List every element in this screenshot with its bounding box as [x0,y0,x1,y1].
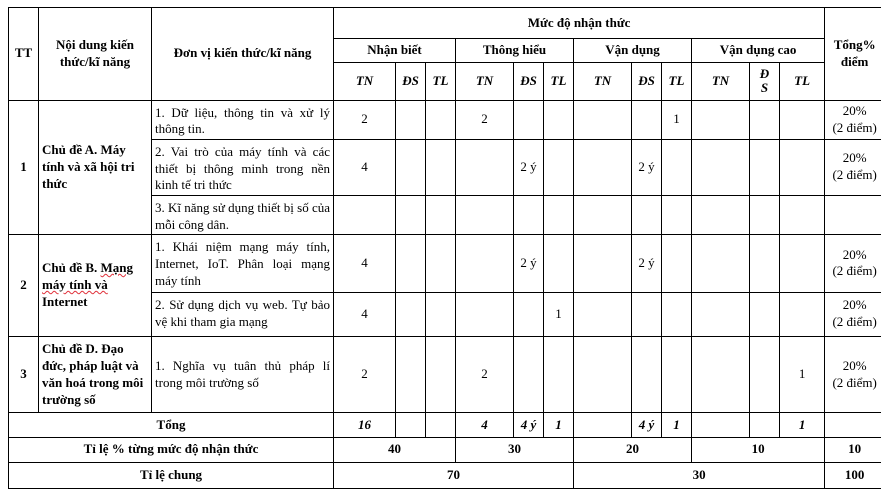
value-cell: 4 [334,235,396,292]
value-cell [456,235,514,292]
ratio-general-label: Tỉ lệ chung [9,462,334,488]
value-cell [574,196,632,235]
value-cell: 2 [334,336,396,413]
value-cell [544,235,574,292]
header-unit: Đơn vị kiến thức/kĩ năng [152,8,334,101]
value-cell [692,139,750,195]
ratio-level-value: 40 [334,437,456,462]
ratio-general-value: 70 [334,462,574,488]
header-row-1 [9,8,881,39]
value-cell [780,139,825,195]
value-cell: 2 ý [632,235,662,292]
sub-header: TL [662,63,692,100]
value-cell [692,336,750,413]
header-level: Mức độ nhận thức [334,8,825,39]
sub-header: TL [426,63,456,100]
unit-cell: 1. Nghĩa vụ tuân thủ pháp lí trong môi trường số [152,336,334,413]
value-cell [514,196,544,235]
totals-label: Tổng [9,413,334,437]
value-cell [750,336,780,413]
value-cell [780,196,825,235]
sub-header: ĐS [514,63,544,100]
ratio-level-total: 10 [825,437,881,462]
total-value [426,413,456,437]
value-cell: 2 ý [514,235,544,292]
total-value: 16 [334,413,396,437]
value-cell [574,139,632,195]
unit-cell: 2. Sử dụng dịch vụ web. Tự bảo vệ khi tham gia mạng [152,292,334,336]
sub-header: TN [456,63,514,100]
sub-header: ĐS [396,63,426,100]
ratio-level-label: Tỉ lệ % từng mức độ nhận thức [9,437,334,462]
total-value [750,413,780,437]
value-cell [780,235,825,292]
sub-header: TN [334,63,396,100]
total-cell: 20% (2 điểm) [825,235,881,292]
value-cell [514,100,544,139]
value-cell [396,196,426,235]
value-cell [456,139,514,195]
table-row [9,235,881,292]
value-cell [396,336,426,413]
table-row [9,336,881,413]
value-cell [396,100,426,139]
value-cell: 1 [662,100,692,139]
ratio-general-total: 100 [825,462,881,488]
sub-header: ĐS [632,63,662,100]
sub-header: TN [692,63,750,100]
total-value [692,413,750,437]
value-cell [692,196,750,235]
table-row [9,100,881,139]
value-cell [544,196,574,235]
ratio-level-value: 30 [456,437,574,462]
value-cell [426,336,456,413]
unit-cell: 1. Dữ liệu, thông tin và xử lý thông tin. [152,100,334,139]
assessment-matrix-table [8,7,881,489]
value-cell [692,235,750,292]
value-cell [574,235,632,292]
topic-name: Chủ đề B. Mạng máy tính và Internet [39,235,152,337]
header-total: Tổng% điểm [825,8,881,101]
value-cell [662,292,692,336]
value-cell [574,100,632,139]
topic-number: 3 [9,336,39,413]
value-cell [662,139,692,195]
value-cell [632,196,662,235]
value-cell [544,100,574,139]
value-cell [692,100,750,139]
value-cell [544,139,574,195]
sub-header: Đ S [750,63,780,100]
value-cell [692,292,750,336]
total-value [396,413,426,437]
sub-header: TN [574,63,632,100]
ratio-level-row [9,437,881,462]
unit-cell: 1. Khái niệm mạng máy tính, Internet, IoT. Phân loại mạng máy tính [152,235,334,292]
header-content: Nội dung kiến thức/kĩ năng [39,8,152,101]
totals-row [9,413,881,437]
group-application: Vận dụng [574,39,692,63]
value-cell [334,196,396,235]
value-cell [780,100,825,139]
value-cell [396,235,426,292]
value-cell [544,336,574,413]
group-recognition: Nhận biết [334,39,456,63]
total-cell [825,196,881,235]
header-tt: TT [9,8,39,101]
value-cell: 1 [544,292,574,336]
value-cell [750,196,780,235]
value-cell [750,100,780,139]
sub-header: TL [544,63,574,100]
value-cell [574,292,632,336]
value-cell: 1 [780,336,825,413]
group-high-application: Vận dụng cao [692,39,825,63]
unit-cell: 2. Vai trò của máy tính và các thiết bị thông minh trong nền kinh tế tri thức [152,139,334,195]
value-cell [662,196,692,235]
total-value: 4 ý [514,413,544,437]
value-cell [750,235,780,292]
ratio-level-value: 20 [574,437,692,462]
value-cell [396,139,426,195]
value-cell [456,292,514,336]
group-understanding: Thông hiểu [456,39,574,63]
sub-header: TL [780,63,825,100]
topic-number: 2 [9,235,39,337]
totals-total [825,413,881,437]
topic-name: Chủ đề D. Đạo đức, pháp luật và văn hoá trong môi trường số [39,336,152,413]
value-cell [514,336,544,413]
value-cell [426,196,456,235]
value-cell: 2 [334,100,396,139]
unit-cell: 3. Kĩ năng sử dụng thiết bị số của mỗi công dân. [152,196,334,235]
value-cell [426,139,456,195]
value-cell: 2 ý [514,139,544,195]
value-cell [574,336,632,413]
value-cell: 2 ý [632,139,662,195]
total-value: 4 ý [632,413,662,437]
value-cell [426,292,456,336]
total-cell: 20% (2 điểm) [825,139,881,195]
value-cell [396,292,426,336]
value-cell [662,235,692,292]
total-value: 4 [456,413,514,437]
value-cell [426,235,456,292]
topic-name: Chủ đề A. Máy tính và xã hội tri thức [39,100,152,235]
ratio-general-value: 30 [574,462,825,488]
value-cell: 4 [334,139,396,195]
total-value [574,413,632,437]
value-cell [632,100,662,139]
value-cell [662,336,692,413]
value-cell [456,196,514,235]
value-cell [750,292,780,336]
value-cell [780,292,825,336]
value-cell [632,336,662,413]
total-value: 1 [544,413,574,437]
ratio-level-value: 10 [692,437,825,462]
total-cell: 20% (2 điểm) [825,292,881,336]
value-cell [750,139,780,195]
total-value: 1 [780,413,825,437]
value-cell [632,292,662,336]
value-cell [514,292,544,336]
total-cell: 20% (2 điểm) [825,336,881,413]
ratio-general-row [9,462,881,488]
value-cell [426,100,456,139]
value-cell: 2 [456,100,514,139]
total-cell: 20% (2 điểm) [825,100,881,139]
value-cell: 2 [456,336,514,413]
value-cell: 4 [334,292,396,336]
total-value: 1 [662,413,692,437]
topic-number: 1 [9,100,39,235]
